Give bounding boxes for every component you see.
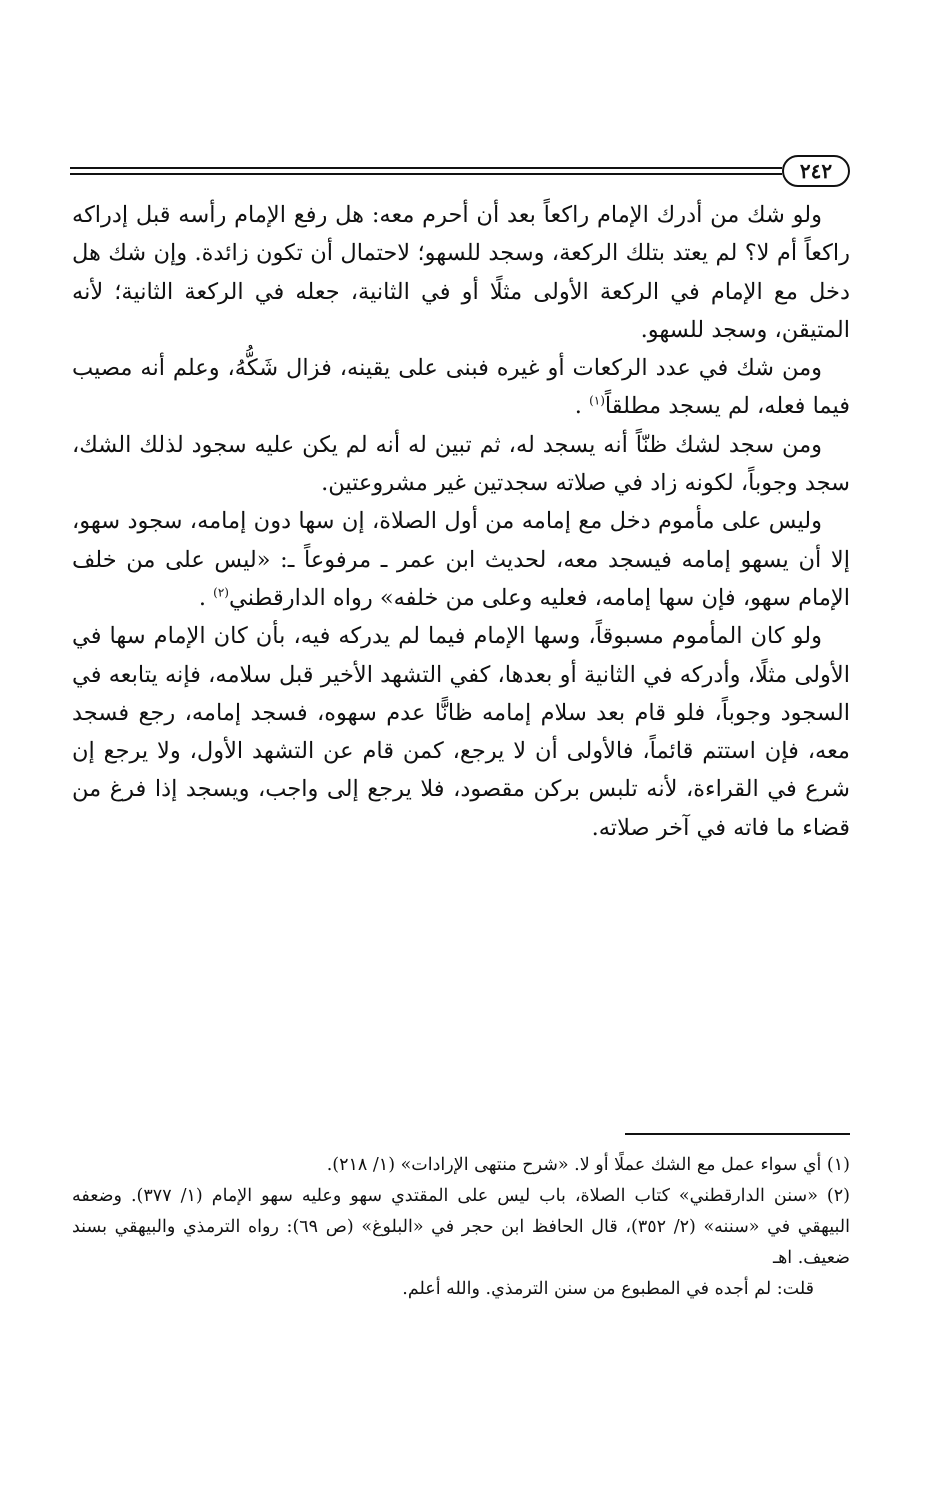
paragraph: ومن سجد لشك ظنّاً أنه يسجد له، ثم تبين له أنه لم يكن عليه سجود لذلك الشك، سجد وجوباً، لكونه زاد في صلاته سجدتين غير مشروعتين. xyxy=(72,431,850,497)
footnote-continuation: قلت: لم أجده في المطبوع من سنن الترمذي. والله أعلم. xyxy=(402,1279,814,1299)
footnote-separator xyxy=(625,1133,850,1135)
paragraph: ولو شك من أدرك الإمام راكعاً بعد أن أحرم معه: هل رفع الإمام رأسه قبل إدراكه راكعاً أم لا؟ لم يعتد بتلك الركعة، وسجد للسهو؛ لاحتمال أن تكون زائدة. وإن شك هل دخل مع الإمام في الركعة الأولى مثلًا أو في الثانية، جعله في الركعة الثانية؛ لأنه المتيقن، وسجد للسهو. xyxy=(72,202,850,343)
footnote-reference: (١) xyxy=(589,393,605,408)
paragraph: وليس على مأموم دخل مع إمامه من أول الصلاة، إن سها دون إمامه، سجود سهو، إلا أن يسهو إمامه فيسجد معه، لحديث ابن عمر ـ مرفوعاً ـ: «ليس على من خلف الإمام سهو، فإن سها إمامه، فعليه وعلى من خلفه» رواه الدارقطني$^{(٢)}$ . xyxy=(72,508,850,611)
paragraph: ولو كان المأموم مسبوقاً، وسها الإمام فيما لم يدركه فيه، بأن كان الإمام سها في الأولى مثلًا، وأدركه في الثانية أو بعدها، كفي التشهد الأخير قبل سلامه، فإنه يتابعه في السجود وجوباً، فلو قام بعد سلام إمامه ظانًّا عدم سهوه، فسجد إمامه، رجع فسجد معه، فإن استتم قائماً، فالأولى أن لا يرجع، كمن قام عن التشهد الأول، ولا يرجع إن شرع في القراءة، لأنه تلبس بركن مقصود، فلا يرجع إلى واجب، ويسجد إذا فرغ من قضاء ما فاته في آخر صلاته. xyxy=(72,623,850,841)
header-rule-lower xyxy=(70,173,782,175)
main-text xyxy=(72,196,850,847)
footnote: (١) أي سواء عمل مع الشك عملًا أو لا. «شرح منتهى الإرادات» (١/ ٢١٨). xyxy=(326,1155,850,1175)
header-rule-upper xyxy=(70,167,782,169)
page-header xyxy=(70,153,850,193)
footnote-reference: (٢) xyxy=(213,585,229,600)
footnotes xyxy=(72,1150,850,1305)
paragraph: ومن شك في عدد الركعات أو غيره فبنى على يقينه، فزال شَكُّهُ، وعلم أنه مصيب فيما فعله، لم يسجد مطلقاً$^{(١)}$ . xyxy=(72,355,850,420)
footnote: (٢) «سنن الدارقطني» كتاب الصلاة، باب ليس على المقتدي سهو وعليه سهو الإمام (١/ ٣٧٧). وضعفه البيهقي في «سننه» (٢/ ٣٥٢)، قال الحافظ ابن حجر في «البلوغ» (ص ٦٩): رواه الترمذي والبيهقي بسند ضعيف. اهـ xyxy=(72,1186,850,1268)
page-number: ٢٤٢ xyxy=(782,155,850,187)
